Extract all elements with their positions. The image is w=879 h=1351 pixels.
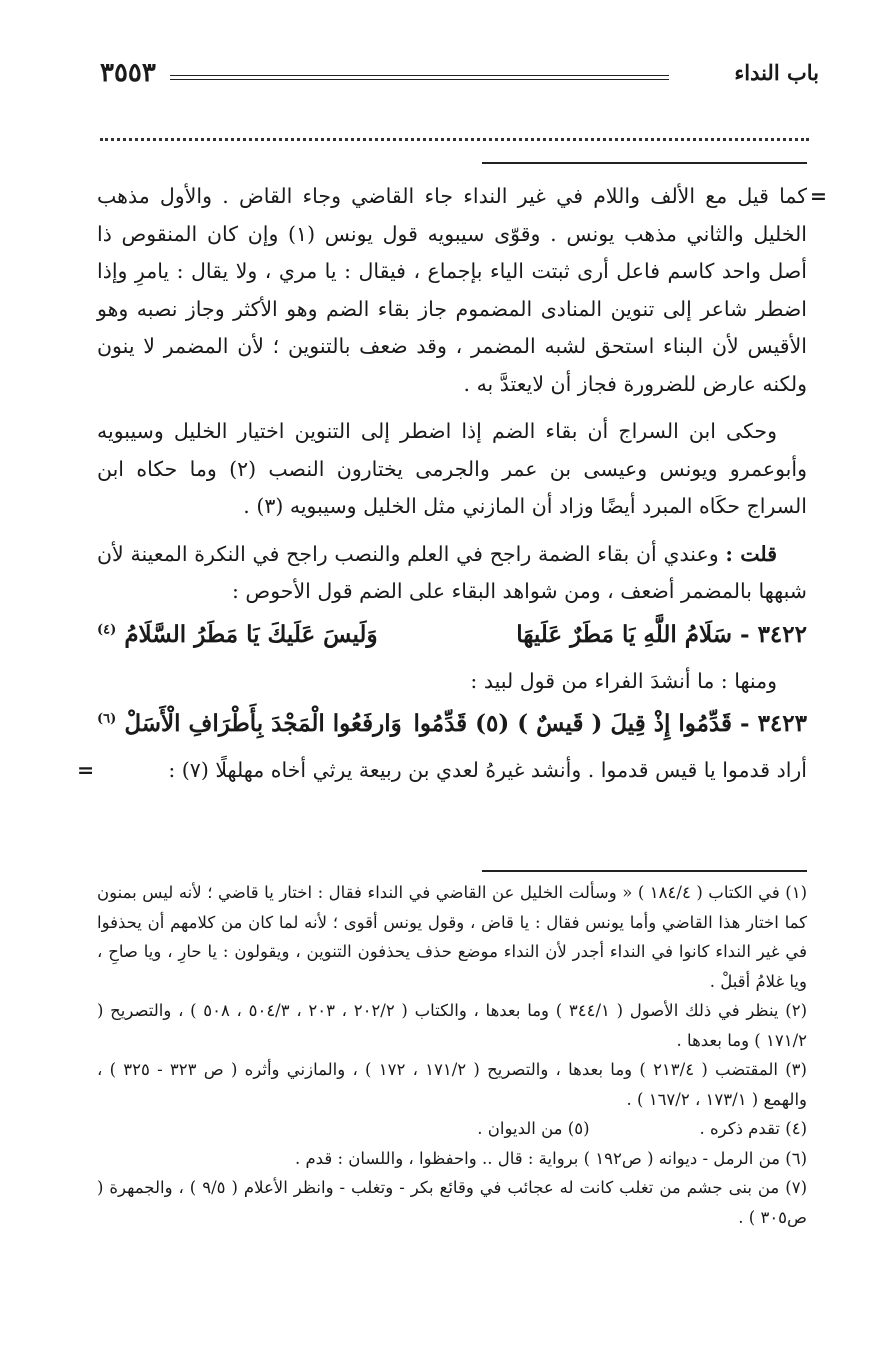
verse-3422-number: ٣٤٢٢ - — [740, 620, 807, 648]
footnote-rule — [482, 870, 807, 872]
verse-3422-hemistich-2: وَلَيسَ عَلَيكَ يَا مَطَرُ السَّلَامُ — [124, 620, 378, 648]
main-text — [77, 178, 827, 790]
top-short-rule — [482, 162, 807, 164]
paragraph-3-text: وعندي أن بقاء الضمة راجح في العلم والنصب راجح في النكرة المعينة لأن شبهها بالمضمر أضعف ، ومن شواهد البقاء على الضم قول الأحوص : — [97, 541, 807, 603]
footnote-2: (٢) ينظر في ذلك الأصول ( ٣٤٤/١ ) وما بعدها ، والكتاب ( ٢٠٢/٢ ، ٢٠٣ ، ٥٠٤/٣ ، ٥٠٨ ) ، والتصريح ( ١٧١/٢ ) وما بعدها . — [97, 1001, 807, 1050]
verse-3423-number: ٣٤٢٣ - — [740, 710, 807, 737]
footnotes — [97, 878, 807, 1232]
verse-3423-second-half — [97, 700, 402, 748]
verse-3423-hemistich-1: قَدِّمُوا إِذْ قِيلَ ( قَيسٌ ) (٥) قَدِّمُوا — [413, 710, 732, 737]
verse-3423-note-ref: (٦) — [97, 711, 117, 727]
verse-3422-first-half — [516, 611, 807, 659]
verse-3422-hemistich-1: سَلَامُ اللَّهِ يَا مَطَرٌ عَلَيهَا — [516, 620, 732, 648]
footnote-7: (٧) من بنى جشم من تغلب كانت له عجائب في وقائع بكر - وتغلب - وانظر الأعلام ( ٩/٥ ) ، والجمهرة ( ص٣٠٥ ) . — [97, 1178, 807, 1227]
paragraph-1-text: كما قيل مع الألف واللام في غير النداء جاء القاضي وجاء القاض . والأول مذهب الخليل والثاني مذهب يونس . وقوّى سيبويه قول يونس (١) وإن كان المنقوص ذا أصل واحد كاسم فاعل أرى ثبتت الياء بإجماع ، فيقال : يا مري ، ولا يقال : يامرِ وإذا اضطر شاعر إلى تنوين المنادى المضموم جاز بقاء الضم وهو الأكثر وجاز نصبه وهو الأقيس لأن البناء استحق لشبه المضمر ، وقد ضعف بالتنوين ؛ لأن المضمر لا ينون ولكنه عارض للضرورة فجاز أن لايعتدَّ به . — [97, 184, 807, 396]
page-header — [100, 58, 819, 98]
verse-3423-hemistich-2: وَارفَعُوا الْمَجْدَ بِأَطْرَافِ الْأَسَلْ — [124, 710, 402, 737]
footnote-5: (٥) من الديوان . — [477, 1119, 590, 1138]
running-title: باب النداء — [734, 60, 819, 85]
footnote-3: (٣) المقتضب ( ٢١٣/٤ ) وما بعدها ، والتصريح ( ١٧١/٢ ، ١٧٢ ) ، والمازني وأثره ( ص ٣٢٣ - ٣٢٥ ) ، والهمع ( ١٧٣/١ ، ١٦٧/٢ ) . — [97, 1060, 807, 1109]
footnote-4: (٤) تقدم ذكره . — [699, 1119, 807, 1138]
page-number: ٣٥٥٣ — [100, 58, 156, 88]
verse-3422-second-half — [97, 611, 378, 659]
paragraph-4: ومنها : ما أنشدَ الفراء من قول لبيد : — [470, 668, 777, 693]
paragraph-2: وحكى ابن السراج أن بقاء الضم إذا اضطر إلى التنوين اختيار الخليل وسيبويه وأبوعمرو ويونس وعيسى بن عمر والجرمى يختارون النصب (٢) وما حكاه ابن السراج حكَاه المبرد أيضًا وزاد أن المازني مثل الخليل وسيبويه (٣) . — [97, 419, 807, 518]
verse-3422 — [97, 611, 807, 659]
continuation-mark-end: = — [77, 758, 95, 782]
footnote-4-5-row — [97, 1114, 807, 1144]
paragraph-5-text: أراد قدموا يا قيس قدموا . وأنشد غيرهُ لعدي بن ربيعة يرثي أخاه مهلهلًا (٧) : — [168, 758, 807, 782]
paragraph-3 — [97, 536, 807, 611]
continuation-mark-start: = — [809, 184, 827, 208]
footnote-6: (٦) من الرمل - ديوانه ( ص١٩٢ ) برواية : قال .. واحفظوا ، واللسان : قدم . — [294, 1148, 807, 1168]
paragraph-5 — [77, 752, 807, 790]
header-double-rule — [170, 75, 669, 80]
dotted-separator — [100, 138, 809, 141]
paragraph-3-lead: قلت : — [725, 541, 778, 566]
verse-3423-first-half — [413, 700, 807, 748]
footnote-1: (١) في الكتاب ( ١٨٤/٤ ) « وسألت الخليل عن القاضي في النداء فقال : اختار يا قاضي ؛ لأنه ليس بمنون كما اختار هذا القاضي وأما يونس فقال : يا قاض ، وقول يونس أقوى ؛ لأنه لما كان من كلامهم أن يحذفوا في غير النداء كانوا في النداء أجدر لأن النداء موضع حذف يحذفون التنوين ، ويقولون : يا حارِ ، ويا صاحِ ، ويا غلامُ أقبلْ . — [97, 883, 807, 991]
verse-3423 — [97, 700, 807, 748]
verse-3422-note-ref: (٤) — [97, 621, 117, 637]
paragraph-1 — [97, 178, 827, 403]
